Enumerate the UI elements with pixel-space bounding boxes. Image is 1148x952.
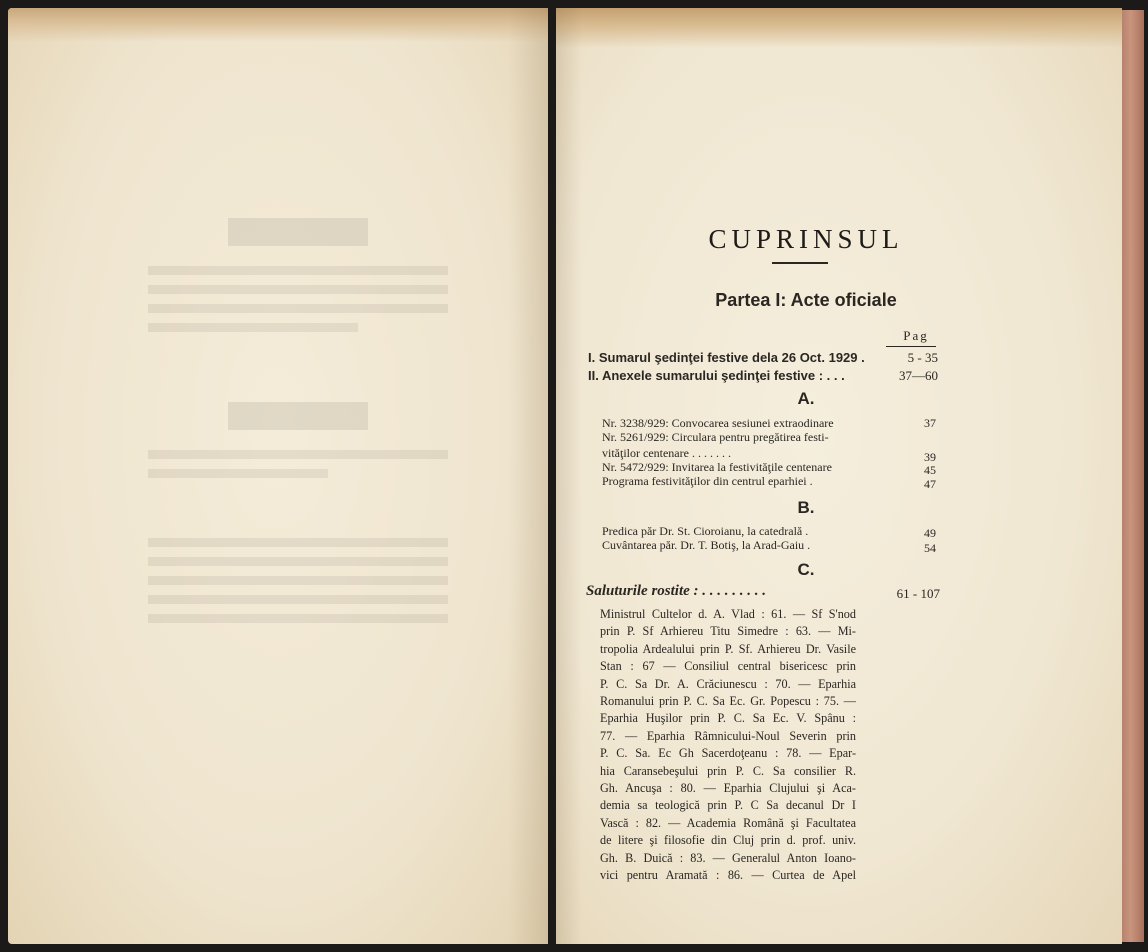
paragraph-line: Ministrul Cultelor d. A. Vlad : 61. — Sf S'nod (600, 607, 856, 621)
saluturi-paragraph (600, 606, 856, 885)
paragraph-line: prin P. Sf Arhiereu Titu Simedre : 63. — Mi- (600, 624, 856, 639)
paragraph-line: P. C. Sa. Ec Gh Sacerdoţeanu : 78. — Epar- (600, 746, 856, 761)
paragraph-line: Vască : 82. — Academia Română şi Facultatea (600, 815, 856, 830)
section-letter-b: B. (797, 498, 815, 517)
paragraph-line: Gh. B. Duică : 83. — Generalul Anton Ioano- (600, 850, 856, 865)
show-through-text (148, 188, 448, 633)
book-cover-edge (1122, 10, 1144, 942)
page-column-rule (886, 346, 936, 347)
section-letter-c: C. (797, 560, 815, 579)
page-column-label: Pag (903, 328, 929, 343)
paragraph-line: demia sa teologică prin P. C Sa decanul Dr I (600, 798, 856, 813)
paragraph-line: 77. — Eparhia Râmnicului-Noul Severin prin (600, 728, 856, 743)
paragraph-line: de litere şi filosofie din Cluj prin d. prof. univ. (600, 833, 856, 848)
top-edge-stain (8, 8, 548, 42)
paragraph-line: tropolia Ardealului prin P. Sf. Arhiereu Dr. Vasile (600, 641, 856, 656)
page-title: CUPRINSUL (708, 224, 904, 254)
part-heading: Partea I: Acte oficiale (715, 290, 897, 310)
gutter-shadow (556, 8, 582, 944)
top-edge-stain (556, 8, 1122, 48)
paragraph-line: Eparhia Huşilor prin P. C. Sa Ec. V. Spânu : (600, 711, 856, 726)
right-page: CUPRINSUL Partea I: Acte oficiale Pag I. Sumarul şedinţei festive dela 26 Oct. 1929 . 5 - 35 II. Anexele sumarului şedinţei festive : . . . 37—60 A. Nr. 3238/929: Convocarea sesiunei extraodinare 37 Nr. 5261/929: Circulara pentru pregătirea festi- vităţilor centenare . . . . . . . 39 Nr. 5472/929: Invitarea la festivităţile centenare 45 Programa festivităţilor din centrul eparhiei . 47 B. Predica păr Dr. St. Cioroianu, la catedrală . 49 Cuvântarea păr. Dr. T. Botiş, la Arad-Gaiu . 54 C. Saluturile rostite : . . . . . . . . . 61 - 107 Ministrul Cultelor d. A. Vlad : 61. — Sf S'nod prin P. Sf Arhiereu Titu Simedre : 63. — Mi- tropolia Ardealului prin P. Sf. Arhiereu Dr. Vasile Stan : 67 — Consiliul central bisericesc prin P. C. Sa Dr. A. Crăciunescu : 70. — Eparhia Romanului prin P. C. Sa Ec. Gr. Popescu : 75. — Eparhia Huşilor prin P. C. Sa Ec. V. Spânu : 77. — Eparhia Râmnicului-Noul Severin prin P. C. Sa. Ec Gh Sacerdoţeanu : 78. — Epar- hia Caransebeşului prin P. C. Sa consilier R. Gh. Ancuşa : 80. — Eparhia Clujului şi Aca- demia sa teologică prin P. C Sa decanul Dr I Vască : 82. — Academia Română şi Facultatea de litere şi filosofie din Cluj prin d. prof. univ. Gh. B. Duică : 83. — Generalul Anton Ioano- vici pentru Aramată : 86. — Curtea de Apel (556, 8, 1122, 944)
paragraph-line: hia Caransebeşului prin P. C. Sa consilier R. (600, 763, 856, 778)
title-rule (772, 262, 828, 264)
paragraph-line: P. C. Sa Dr. A. Crăciunescu : 70. — Eparhia (600, 676, 856, 691)
left-page (8, 8, 548, 944)
paragraph-line: Romanului prin P. C. Sa Ec. Gr. Popescu : 75. — (600, 694, 856, 709)
paragraph-line: vici pentru Aramată : 86. — Curtea de Apel (600, 868, 856, 883)
paragraph-line: Gh. Ancuşa : 80. — Eparhia Clujului şi Aca- (600, 781, 856, 796)
paragraph-line: Stan : 67 — Consiliul central bisericesc prin (600, 659, 856, 674)
section-letter-a: A. (797, 389, 815, 408)
gutter-shadow (508, 8, 548, 944)
